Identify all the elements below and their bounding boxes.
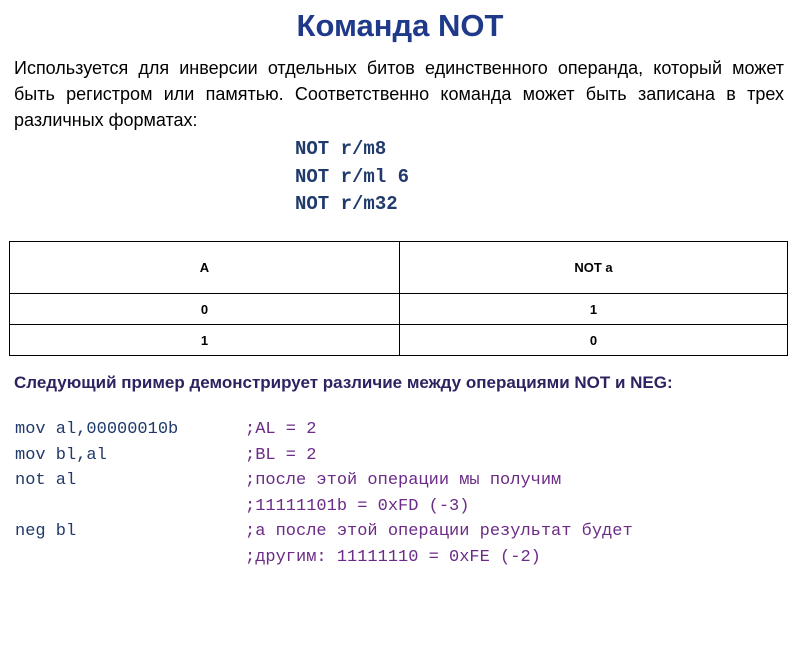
code-line — [15, 519, 633, 545]
code-line — [15, 468, 562, 494]
table-cell: 0 — [10, 294, 400, 325]
code-instruction: mov bl,al — [15, 445, 107, 465]
code-comment: ;BL = 2 — [245, 445, 317, 465]
intro-paragraph: Используется для инверсии отдельных битов единственного операнда, который может быть регистром или памятью. Соответственно команда может быть записана в трех различных форматах: — [14, 58, 784, 130]
table-header-row — [10, 242, 788, 294]
column-header-not-a: NOT a — [400, 242, 788, 294]
column-header-a: A — [10, 242, 400, 294]
table-cell: 0 — [400, 325, 788, 356]
example-heading: Следующий пример демонстрирует различие между операциями NOT и NEG: — [14, 373, 673, 392]
table-row — [10, 294, 788, 325]
format-item: NOT r/ml 6 — [295, 165, 410, 188]
code-line — [15, 417, 317, 443]
code-comment: ;11111101b = 0xFD (-3) — [245, 496, 470, 516]
code-comment: ;после этой операции мы получим — [245, 471, 562, 490]
code-line — [15, 443, 317, 469]
format-list — [295, 136, 409, 219]
table-cell: 1 — [400, 294, 788, 325]
format-item: NOT r/m8 — [295, 138, 387, 160]
code-line — [15, 494, 470, 520]
slide-title: Команда NOT — [296, 8, 504, 43]
code-comment: ;а после этой операции результат будет — [245, 522, 633, 541]
truth-table — [9, 241, 788, 356]
code-line — [15, 545, 541, 571]
code-comment: ;AL = 2 — [245, 420, 317, 439]
code-comment: ;другим: 11111110 = 0xFE (-2) — [245, 547, 541, 567]
code-listing — [15, 417, 633, 570]
code-instruction: not al — [15, 471, 77, 490]
table-cell: 1 — [10, 325, 400, 356]
table-row — [10, 325, 788, 356]
code-instruction: mov al,00000010b — [15, 420, 179, 439]
code-instruction: neg bl — [15, 522, 77, 541]
format-item: NOT r/m32 — [295, 193, 398, 215]
